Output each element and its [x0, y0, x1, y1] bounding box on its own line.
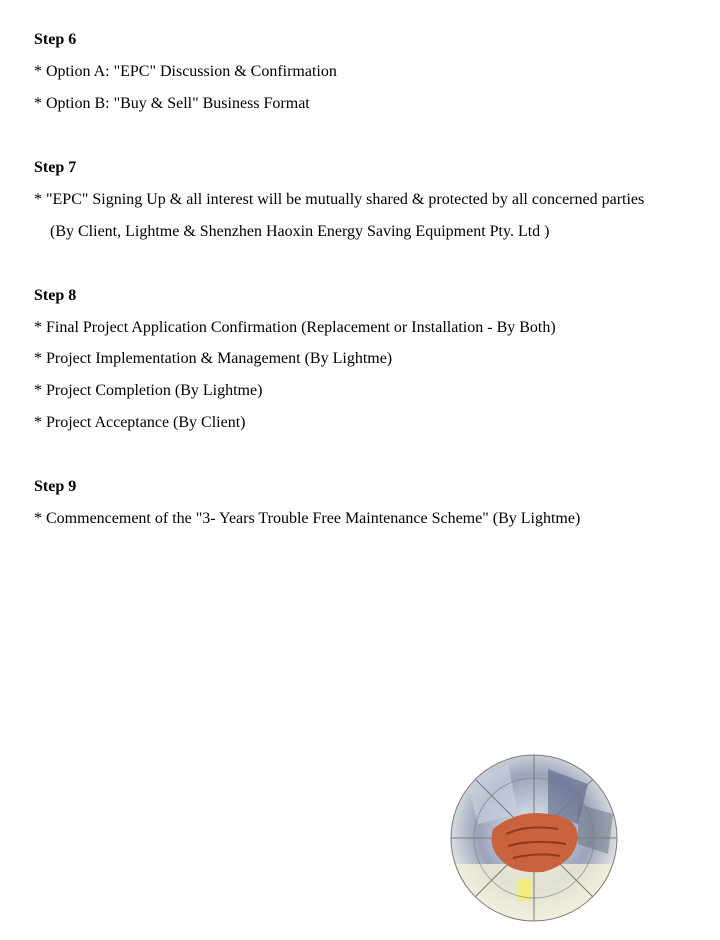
handshake-globe-image: [448, 754, 620, 924]
step-6-line: * Option B: "Buy & Sell" Business Format: [34, 95, 310, 112]
step-6-heading: Step 6: [34, 31, 77, 48]
step-8-line: * Final Project Application Confirmation (Replacement or Installation - By Both): [34, 319, 556, 336]
step-8-heading: Step 8: [34, 287, 77, 304]
step-6-line: * Option A: "EPC" Discussion & Confirmation: [34, 63, 337, 80]
step-9-heading: Step 9: [34, 478, 77, 495]
step-8-line: * Project Implementation & Management (By Lightme): [34, 350, 393, 367]
step-7-line: (By Client, Lightme & Shenzhen Haoxin Energy Saving Equipment Pty. Ltd ): [50, 223, 550, 240]
step-8-line: * Project Completion (By Lightme): [34, 382, 263, 399]
step-8-line: * Project Acceptance (By Client): [34, 414, 246, 431]
step-7-heading: Step 7: [34, 159, 77, 176]
step-9-line: * Commencement of the "3- Years Trouble Free Maintenance Scheme" (By Lightme): [34, 510, 581, 527]
step-7-line: * "EPC" Signing Up & all interest will be mutually shared & protected by all concerned parties: [34, 191, 645, 208]
